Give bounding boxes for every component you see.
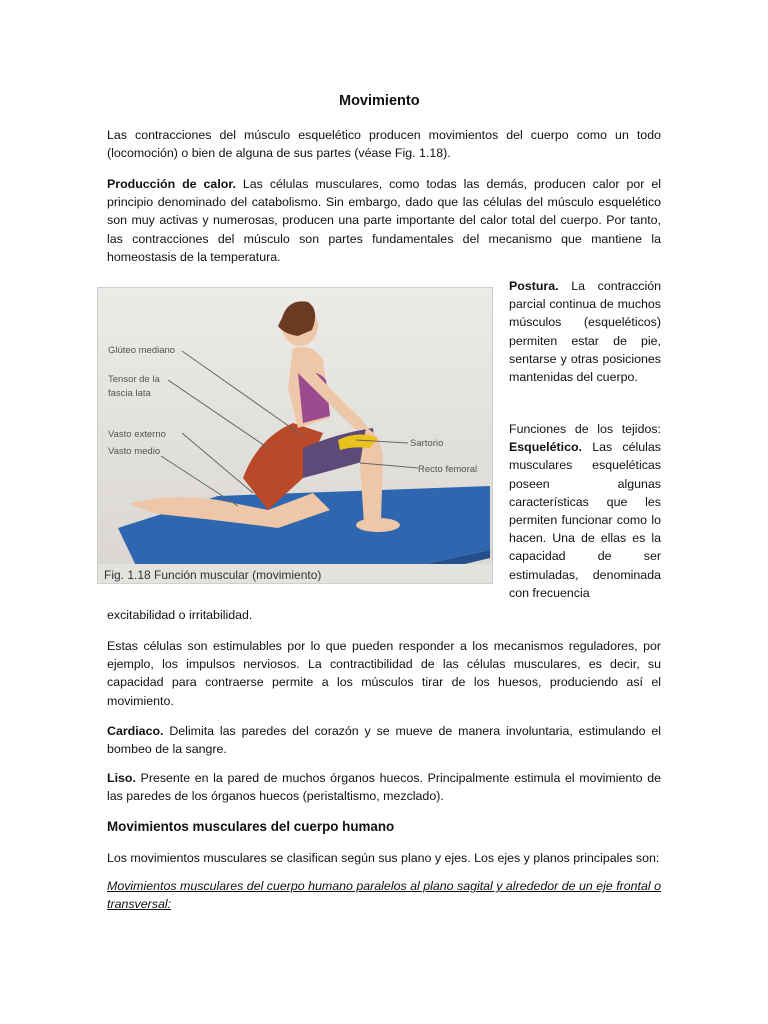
paragraph-posture [509, 277, 661, 386]
paragraph-smooth-lead: Liso. [107, 771, 136, 785]
figure-label: Sartorio [410, 438, 444, 449]
paragraph-sagittal: Movimientos musculares del cuerpo humano paralelos al plano sagital y alrededor de un eje frontal o transversal: [107, 879, 661, 912]
figure-label: Glúteo mediano [108, 345, 176, 356]
page-title: Movimiento [339, 93, 420, 109]
paragraph-tissues [509, 420, 661, 602]
paragraph-cardiac-text: Delimita las paredes del corazón y se mueve de manera involuntaria, estimulando el bombeo de la sangre. [107, 724, 661, 757]
paragraph-intro: Las contracciones del músculo esquelético producen movimientos del cuerpo como un todo (locomoción) o bien de alguna de sus partes (véase Fig. 1.18). [107, 128, 661, 161]
paragraph-tissues-text: Las células musculares esqueléticas poseen algunas características que les permiten funcionar como lo hacen. Una de ellas es la capacidad de ser estimuladas, denominada con frecuencia [509, 440, 661, 600]
figure-label: Vasto medio [108, 446, 161, 457]
figure-caption: Fig. 1.18 Función muscular (movimiento) [104, 568, 322, 582]
paragraph-stimulable: Estas células son estimulables por lo que pueden responder a los mecanismos reguladores, por ejemplo, los impulsos nerviosos. La contractibilidad de las células musculares, es decir, su capacidad para contraerse permite a los músculos tirar de los huesos, produciendo así el movimiento. [107, 639, 661, 708]
paragraph-heat-lead: Producción de calor. [107, 177, 236, 191]
paragraph-heat-text: Las células musculares, como todas las demás, producen calor por el principio denominado del catabolismo. Sin embargo, dado que las células del músculo esquelético son muy activas y numerosas, producen una parte importante del calor total del cuerpo. Por tanto, las contracciones del músculo son partes fundamentales del mecanismo que mantiene la homeostasis de la temperatura. [107, 177, 661, 264]
paragraph-posture-text: La contracción parcial continua de muchos músculos (esqueléticos) permiten estar de pie, sentarse y otras posiciones mantenidas del cuerpo. [509, 279, 661, 385]
paragraph-smooth [107, 769, 661, 805]
figure-illustration [98, 288, 492, 583]
paragraph-cardiac-lead: Cardiaco. [107, 724, 164, 738]
figure-label: Recto femoral [418, 464, 478, 475]
section-heading: Movimientos musculares del cuerpo humano [107, 819, 395, 834]
paragraph-tissues-pre: Funciones de los tejidos: [509, 422, 661, 436]
figure-label: Vasto externo [108, 429, 166, 440]
paragraph-smooth-text: Presente en la pared de muchos órganos huecos. Principalmente estimula el movimiento de las paredes de los órganos huecos (peristaltismo, mezclado). [107, 771, 661, 804]
figure-muscle-function [97, 287, 493, 584]
figure-label: fascia lata [108, 388, 151, 399]
paragraph-posture-lead: Postura. [509, 279, 559, 293]
paragraph-heat [107, 175, 661, 266]
paragraph-tissues-lead: Esquelético. [509, 440, 582, 455]
paragraph-classification: Los movimientos musculares se clasifican según sus plano y ejes. Los ejes y planos principales son: [107, 851, 660, 865]
figure-label: Tensor de la [108, 374, 160, 385]
paragraph-excitability-cont: excitabilidad o irritabilidad. [107, 608, 253, 622]
paragraph-cardiac [107, 722, 661, 758]
